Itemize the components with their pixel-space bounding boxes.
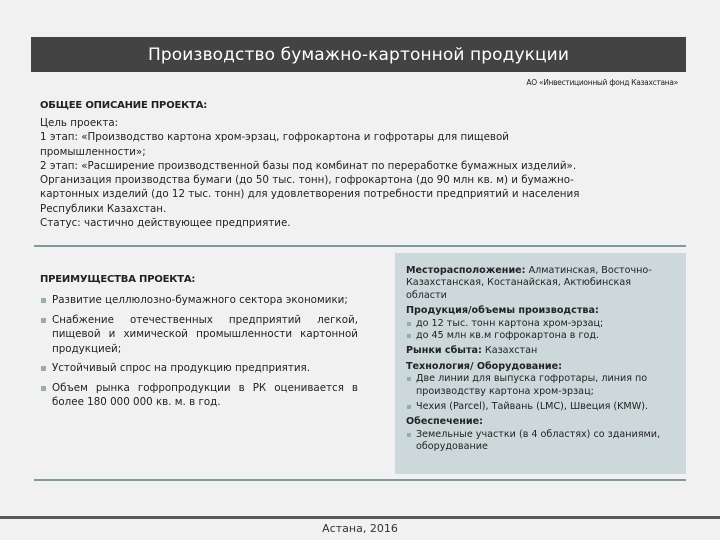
- footer-rule: [0, 516, 720, 519]
- benefit-item: [40, 313, 358, 357]
- section-divider-bottom: [34, 479, 686, 481]
- provision-group: [406, 416, 672, 453]
- markets-value: Казахстан: [481, 345, 538, 357]
- page-title: Производство бумажно-картонной продукции: [148, 44, 569, 65]
- production-group: [406, 305, 672, 342]
- section-divider-top: [34, 245, 686, 247]
- benefit-item: [40, 381, 358, 410]
- benefit-text: Объем рынка гофропродукции в РК оценивается в более 180 000 000 кв. м. в год.: [52, 381, 358, 408]
- technology-item: [406, 401, 672, 413]
- status-line: Статус: частично действующее предприятие.: [40, 217, 291, 230]
- benefit-item: [40, 361, 358, 376]
- bullet-icon: [41, 298, 46, 303]
- markets-row: [406, 345, 672, 357]
- technology-text: Чехия (Parcel), Тайвань (LMC), Швеция (KMW).: [416, 401, 648, 413]
- bullet-icon: [407, 405, 411, 409]
- bullet-icon: [407, 377, 411, 381]
- benefits-section: [40, 274, 358, 415]
- general-description-section: [40, 100, 680, 230]
- description-line: картонных изделий (до 12 тыс. тонн) для удовлетворения потребности предприятий и населения: [40, 188, 580, 201]
- production-text: до 12 тыс. тонн картона хром-эрзац;: [416, 317, 604, 329]
- technology-group: [406, 361, 672, 414]
- location-row: [406, 265, 672, 302]
- bullet-icon: [407, 433, 411, 437]
- benefits-heading: ПРЕИМУЩЕСТВА ПРОЕКТА:: [40, 274, 196, 285]
- description-line: 2 этап: «Расширение производственной базы под комбинат по переработке бумажных изделий».: [40, 159, 577, 172]
- description-line: Организация производства бумаги (до 50 тыс. тонн), гофрокартона (до 90 млн кв. м) и бумажно-: [40, 174, 574, 187]
- benefit-text: Развитие целлюлозно-бумажного сектора экономики;: [52, 294, 348, 306]
- footer-location-year: Астана, 2016: [322, 522, 398, 535]
- general-description-heading: ОБЩЕЕ ОПИСАНИЕ ПРОЕКТА:: [40, 100, 208, 111]
- description-line: 1 этап: «Производство картона хром-эрзац, гофрокартона и гофротары для пищевой: [40, 131, 509, 144]
- title-bar: [31, 37, 686, 72]
- description-line: Республики Казахстан.: [40, 202, 167, 215]
- technology-label: Технология/ Оборудование:: [406, 360, 562, 372]
- organization-subtitle: АО «Инвестиционный фонд Казахстана»: [526, 78, 678, 87]
- markets-label: Рынки сбыта:: [406, 345, 482, 357]
- production-label: Продукция/объемы производства:: [406, 305, 599, 317]
- provision-text: Земельные участки (в 4 областях) со зданиями, оборудование: [416, 428, 661, 453]
- production-item: [406, 330, 672, 342]
- provision-label: Обеспечение:: [406, 416, 483, 428]
- bullet-icon: [407, 322, 411, 326]
- bullet-icon: [407, 334, 411, 338]
- production-text: до 45 млн кв.м гофрокартона в год.: [416, 330, 600, 342]
- description-line: промышленности»;: [40, 145, 146, 158]
- location-label: Месторасположение:: [406, 265, 526, 276]
- production-item: [406, 318, 672, 330]
- bullet-icon: [41, 318, 46, 323]
- benefit-text: Снабжение отечественных предприятий легкой, пищевой и химической промышленности картонной продукцией;: [52, 313, 358, 355]
- technology-text: Две линии для выпуска гофротары, линия по производству картона хром-эрзац;: [416, 373, 648, 397]
- technology-item: [406, 373, 672, 398]
- provision-item: [406, 429, 672, 454]
- bullet-icon: [41, 366, 46, 371]
- bullet-icon: [41, 386, 46, 391]
- benefit-text: Устойчивый спрос на продукцию предприятия.: [52, 362, 311, 374]
- benefit-item: [40, 293, 358, 308]
- project-details-panel: [395, 253, 686, 474]
- location-value: Алматинская, Восточно-Казахстанская, Костанайская, Актюбинская области: [406, 265, 652, 301]
- description-line: Цель проекта:: [40, 117, 119, 129]
